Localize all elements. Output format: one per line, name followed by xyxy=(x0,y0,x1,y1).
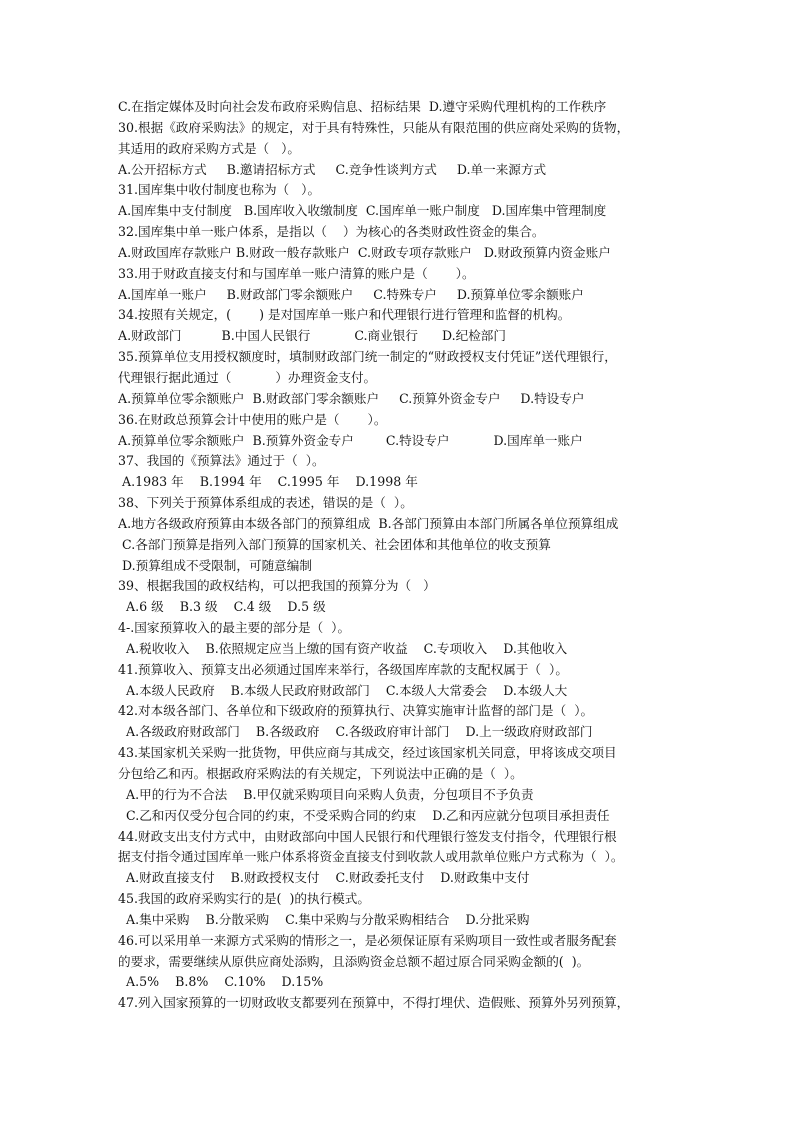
text-line: D.预算组成不受限制，可随意编制 xyxy=(118,557,312,573)
text-line: 31.国库集中收付制度也称为（ ）。 xyxy=(118,182,321,198)
text-line: A.财政直接支付 B.财政授权支付 C.财政委托支付 D.财政集中支付 xyxy=(118,870,530,886)
text-line: 41.预算收入、预算支出必须通过国库来举行，各级国库库款的支配权属于（ ）。 xyxy=(118,661,568,677)
text-line: A.国库单一账户 B.财政部门零余额账户 C.特殊专户 D.预算单位零余额账户 xyxy=(118,286,584,302)
text-line: 45.我国的政府采购实行的是( )的执行模式。 xyxy=(118,891,370,907)
text-line: 47.列入国家预算的一切财政收支都要列在预算中，不得打埋伏、造假账、预算外另列预算， xyxy=(118,995,630,1011)
text-line: A.预算单位零余额账户 B.财政部门零余额账户 C.预算外资金专户 D.特设专户 xyxy=(118,390,585,406)
text-line: 的要求，需要继续从原供应商处添购，且添购资金总额不超过原合同采购金额的( )。 xyxy=(118,953,590,969)
text-line: A.本级人民政府 B.本级人民政府财政部门 C.本级人大常委会 D.本级人大 xyxy=(118,682,568,698)
text-line: 代理银行据此通过（ ）办理资金支付。 xyxy=(118,369,377,385)
text-line: 35.预算单位支用授权额度时，填制财政部门统一制定的“财政授权支付凭证”送代理银行， xyxy=(118,349,617,365)
text-line: A.集中采购 B.分散采购 C.集中采购与分散采购相结合 D.分批采购 xyxy=(118,911,530,927)
text-line: 39、根据我国的政权结构，可以把我国的预算分为（ ） xyxy=(118,578,436,594)
text-line: A.地方各级政府预算由本级各部门的预算组成 B.各部门预算由本部门所属各单位预算组成 xyxy=(118,515,619,531)
text-line: A.各级政府财政部门 B.各级政府 C.各级政府审计部门 D.上一级政府财政部门 xyxy=(118,724,593,740)
text-line: 30.根据《政府采购法》的规定，对于具有特殊性，只能从有限范围的供应商处采购的货物， xyxy=(118,119,630,135)
text-line: 分包给乙和丙。根据政府采购法的有关规定，下列说法中正确的是（ ）。 xyxy=(118,766,523,781)
text-line: A.财政部门 B.中国人民银行 C.商业银行 D.纪检部门 xyxy=(118,328,506,344)
text-line: 32.国库集中单一账户体系，是指以（ ）为核心的各类财政性资金的集合。 xyxy=(118,224,545,240)
text-line: 42.对本级各部门、各单位和下级政府的预算执行、决算实施审计监督的部门是（ ）。 xyxy=(118,703,594,719)
text-line: 4-.国家预算收入的最主要的部分是（ ）。 xyxy=(118,620,351,636)
text-line: A.6 级 B.3 级 C.4 级 D.5 级 xyxy=(118,599,326,615)
text-line: 据支付指令通过国库单一账户体系将资金直接支付到收款人或用款单位账户方式称为（ ）。 xyxy=(118,849,624,865)
text-line: C.各部门预算是指列入部门预算的国家机关、社会团体和其他单位的收支预算 xyxy=(118,536,551,552)
text-line: 36.在财政总预算会计中使用的账户是（ ）。 xyxy=(118,411,387,427)
text-line: A.财政国库存款账户 B.财政一般存款账户 C.财政专项存款账户 D.财政预算内资金账户 xyxy=(118,244,611,260)
text-line: C.乙和丙仅受分包合同的约束，不受采购合同的约束 D.乙和丙应就分包项目承担责任 xyxy=(118,807,610,823)
text-line: A.税收收入 B.依照规定应当上缴的国有资产收益 C.专项收入 D.其他收入 xyxy=(118,640,568,656)
text-line: 44.财政支出支付方式中，由财政部向中国人民银行和代理银行签发支付指令，代理银行根 xyxy=(118,828,617,844)
text-line: A.公开招标方式 B.邀请招标方式 C.竞争性谈判方式 D.单一来源方式 xyxy=(118,161,547,177)
question-text-block xyxy=(118,97,688,1014)
text-line: A.预算单位零余额账户 B.预算外资金专户 C.特设专户 D.国库单一账户 xyxy=(118,432,583,448)
text-line: A.国库集中支付制度 B.国库收入收缴制度 C.国库单一账户制度 D.国库集中管理制度 xyxy=(118,203,607,219)
text-line: 38、下列关于预算体系组成的表述，错误的是（ ）。 xyxy=(118,495,413,511)
text-line: A.甲的行为不合法 B.甲仅就采购项目向采购人负责，分包项目不予负责 xyxy=(118,786,534,802)
text-line: A.1983 年 B.1994 年 C.1995 年 D.1998 年 xyxy=(118,474,418,490)
text-line: 46.可以采用单一来源方式采购的情形之一，是必须保证原有采购项目一致性或者服务配套 xyxy=(118,932,617,948)
text-line: A.5% B.8% C.10% D.15% xyxy=(118,974,324,990)
text-line: 33.用于财政直接支付和与国库单一账户清算的账户是（ ）。 xyxy=(118,265,475,281)
text-line: 43.某国家机关采购一批货物，甲供应商与其成交，经过该国家机关同意，甲将该成交项目 xyxy=(118,745,617,761)
text-line: 34.按照有关规定，( ) 是对国库单一账户和代理银行进行管理和监督的机构。 xyxy=(118,307,571,323)
text-line: 37、我国的《预算法》通过于（ ）。 xyxy=(118,453,325,469)
text-line: C.在指定媒体及时向社会发布政府采购信息、招标结果 D.遵守采购代理机构的工作秩序 xyxy=(118,99,607,114)
text-line: 其适用的政府采购方式是（ ）。 xyxy=(118,140,301,156)
